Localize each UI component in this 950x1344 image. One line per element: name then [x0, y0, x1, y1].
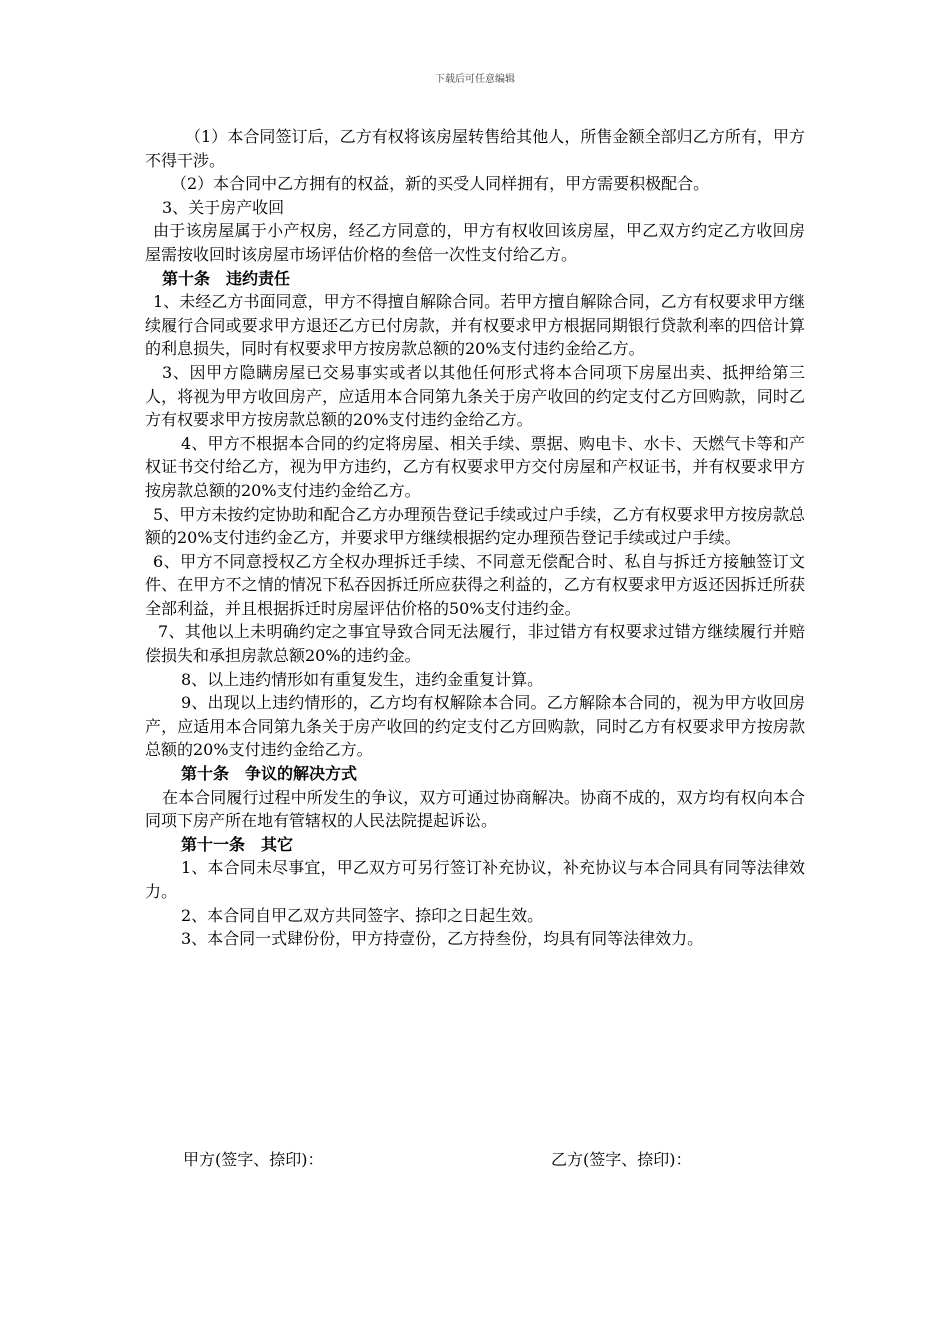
section-title-breach: 第十条 违约责任 — [162, 268, 291, 288]
clause-breach-9: 9、出现以上违约情形的，乙方均有权解除本合同。乙方解除本合同的，视为甲方收回房产，应适用本合同第九条关于房产收回的约定支付乙方回购款，同时乙方有权要求甲方按房款总额的20%支付违约金给乙方。 — [145, 693, 805, 760]
signature-party-a: 甲方(签字、捺印)： — [183, 1150, 324, 1169]
section-title-other: 第十一条 其它 — [181, 834, 294, 854]
section-title-dispute: 第十条 争议的解决方式 — [181, 764, 358, 784]
clause-breach-1: 1、未经乙方书面同意，甲方不得擅自解除合同。若甲方擅自解除合同，乙方有权要求甲方继续履行合同或要求甲方退还乙方已付房款，并有权要求甲方根据同期银行贷款利率的四倍计算的利息损失，同时有权要求甲方按房款总额的20%支付违约金给乙方。 — [145, 292, 805, 359]
clause-other-3: 3、本合同一式肆份份，甲方持壹份，乙方持叁份，均具有同等法律效力。 — [181, 929, 704, 949]
clause-breach-6: 6、甲方不同意授权乙方全权办理拆迁手续、不同意无偿配合时、私自与拆迁方接触签订文件、在甲方不之情的情况下私吞因拆迁所应获得之利益的，乙方有权要求甲方返还因拆迁所获全部利益，并且根据拆迁时房屋评估价格的50%支付违约金。 — [145, 551, 805, 618]
clause-breach-7: 7、其他以上未明确约定之事宜导致合同无法履行，非过错方有权要求过错方继续履行并赔偿损失和承担房款总额20%的违约金。 — [145, 622, 805, 666]
clause-dispute: 在本合同履行过程中所发生的争议，双方可通过协商解决。协商不成的，双方均有权向本合同项下房产所在地有管辖权的人民法院提起诉讼。 — [145, 787, 805, 831]
page-header: 下载后可任意编辑 — [435, 74, 515, 85]
clause-breach-3: 3、因甲方隐瞒房屋已交易事实或者以其他任何形式将本合同项下房屋出卖、抵押给第三人，将视为甲方收回房产，应适用本合同第九条关于房产收回的约定支付乙方回购款，同时乙方有权要求甲方按房款总额的20%支付违约金给乙方。 — [145, 362, 805, 430]
contract-body — [145, 125, 805, 951]
clause-breach-8: 8、以上违约情形如有重复发生，违约金重复计算。 — [181, 669, 544, 689]
clause-breach-4: 4、甲方不根据本合同的约定将房屋、相关手续、票据、购电卡、水卡、天燃气卡等和产权证书交付给乙方，视为甲方违约，乙方有权要求甲方交付房屋和产权证书，并有权要求甲方按房款总额的20%支付违约金给乙方。 — [145, 433, 805, 500]
clause-recovery: 由于该房屋属于小产权房，经乙方同意的，甲方有权收回该房屋，甲乙双方约定乙方收回房屋需按收回时该房屋市场评估价格的叁倍一次性支付给乙方。 — [145, 221, 805, 264]
clause-breach-5: 5、甲方未按约定协助和配合乙方办理预告登记手续或过户手续，乙方有权要求甲方按房款总额的20%支付违约金乙方，并要求甲方继续根据约定办理预告登记手续或过户手续。 — [145, 504, 805, 548]
signature-party-b: 乙方(签字、捺印)： — [551, 1150, 692, 1169]
subsection-title-recovery: 3、关于房产收回 — [162, 197, 285, 217]
clause-other-1: 1、本合同未尽事宜，甲乙双方可另行签订补充协议，补充协议与本合同具有同等法律效力。 — [145, 858, 805, 901]
clause-resale-right: （1）本合同签订后，乙方有权将该房屋转售给其他人，所售金额全部归乙方所有，甲方不得干涉。 — [145, 127, 805, 170]
clause-other-2: 2、本合同自甲乙双方共同签字、捺印之日起生效。 — [181, 905, 544, 925]
clause-buyer-rights: （2）本合同中乙方拥有的权益，新的买受人同样拥有，甲方需要积极配合。 — [171, 174, 710, 194]
